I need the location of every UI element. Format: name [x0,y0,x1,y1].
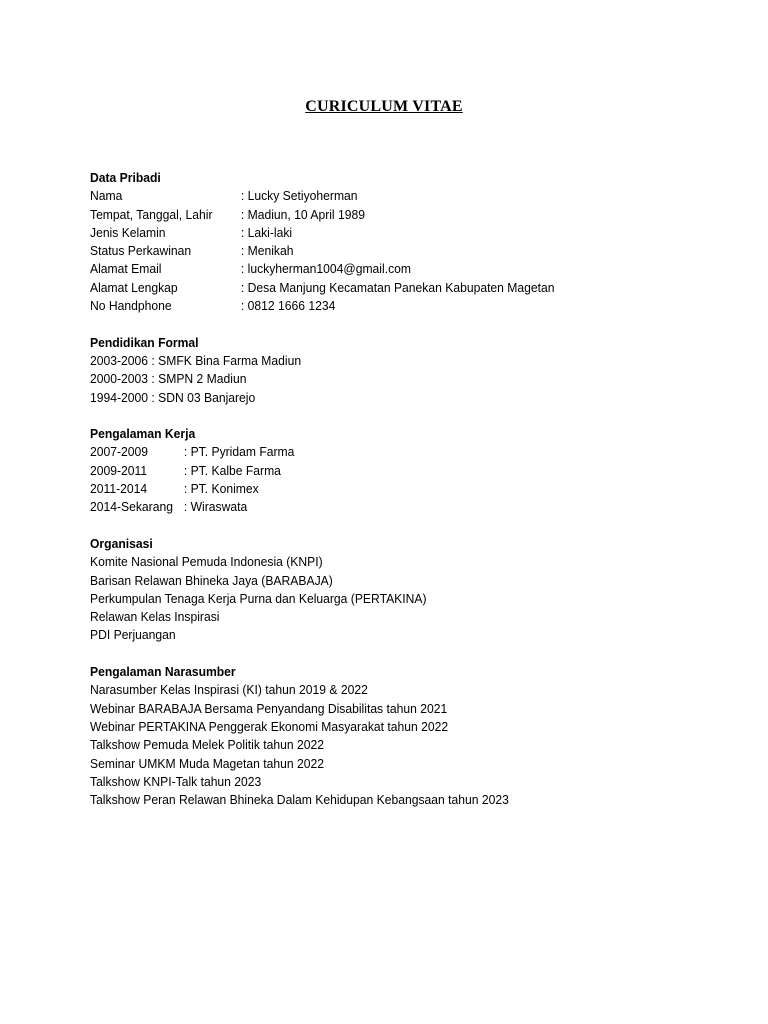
work-period: 2007-2009 [90,444,149,460]
info-value: : Menikah [240,243,294,259]
info-row-status [90,242,679,260]
info-row-nama [90,187,679,205]
section-data-pribadi [90,169,679,315]
section-pendidikan [90,334,679,407]
info-value: : luckyherman1004@gmail.com [240,261,411,277]
work-company: : Wiraswata [183,499,248,515]
work-period: 2009-2011 [90,462,148,478]
info-value: : Desa Manjung Kecamatan Panekan Kabupaten Magetan [240,279,555,295]
work-row [90,498,679,516]
info-label: Alamat Email [90,261,162,277]
list-item: Perkumpulan Tenaga Kerja Purna dan Keluarga (PERTAKINA) [90,590,427,606]
info-label: Status Perkawinan [90,243,192,259]
info-label: Nama [90,188,123,204]
list-item: 1994-2000 : SDN 03 Banjarejo [90,389,256,405]
info-row-ttl [90,206,679,224]
section-narasumber [90,663,679,809]
work-period: 2014-Sekarang [90,499,173,515]
info-value: : Lucky Setiyoherman [240,188,358,204]
info-value: : 0812 1666 1234 [240,298,336,314]
list-item: 2000-2003 : SMPN 2 Madiun [90,371,247,387]
work-company: : PT. Pyridam Farma [183,444,295,460]
cv-content [90,169,679,828]
work-company: : PT. Konimex [183,481,259,497]
info-row-handphone [90,297,679,315]
info-value: : Laki-laki [240,224,293,240]
list-item: Komite Nasional Pemuda Indonesia (KNPI) [90,554,323,570]
list-item: Seminar UMKM Muda Magetan tahun 2022 [90,755,325,771]
section-heading: Pengalaman Narasumber [90,664,236,680]
list-item: Webinar BARABAJA Bersama Penyandang Disabilitas tahun 2021 [90,700,448,716]
work-row [90,480,679,498]
section-heading: Data Pribadi [90,170,161,185]
list-item: 2003-2006 : SMFK Bina Farma Madiun [90,352,302,368]
info-row-email [90,260,679,278]
info-label: Tempat, Tanggal, Lahir [90,206,213,222]
list-item: PDI Perjuangan [90,627,176,643]
work-company: : PT. Kalbe Farma [183,462,281,478]
work-row [90,443,679,461]
list-item: Webinar PERTAKINA Penggerak Ekonomi Masyarakat tahun 2022 [90,718,449,734]
work-row [90,462,679,480]
list-item: Barisan Relawan Bhineka Jaya (BARABAJA) [90,572,333,588]
section-heading: Pendidikan Formal [90,334,199,350]
section-organisasi [90,535,679,645]
list-item: Narasumber Kelas Inspirasi (KI) tahun 2019 & 2022 [90,682,368,698]
info-label: Alamat Lengkap [90,279,178,295]
info-row-jenis-kelamin [90,224,679,242]
section-heading: Pengalaman Kerja [90,426,196,442]
list-item: Talkshow Pemuda Melek Politik tahun 2022 [90,737,325,753]
list-item: Relawan Kelas Inspirasi [90,609,220,625]
info-value: : Madiun, 10 April 1989 [240,206,365,222]
list-item: Talkshow Peran Relawan Bhineka Dalam Kehidupan Kebangsaan tahun 2023 [90,792,509,808]
info-row-alamat [90,279,679,297]
info-label: No Handphone [90,298,172,314]
work-period: 2011-2014 [90,481,148,497]
section-pengalaman-kerja [90,425,679,516]
section-heading: Organisasi [90,535,153,551]
list-item: Talkshow KNPI-Talk tahun 2023 [90,773,262,789]
info-label: Jenis Kelamin [90,224,166,240]
document-title: CURICULUM VITAE [305,98,463,115]
